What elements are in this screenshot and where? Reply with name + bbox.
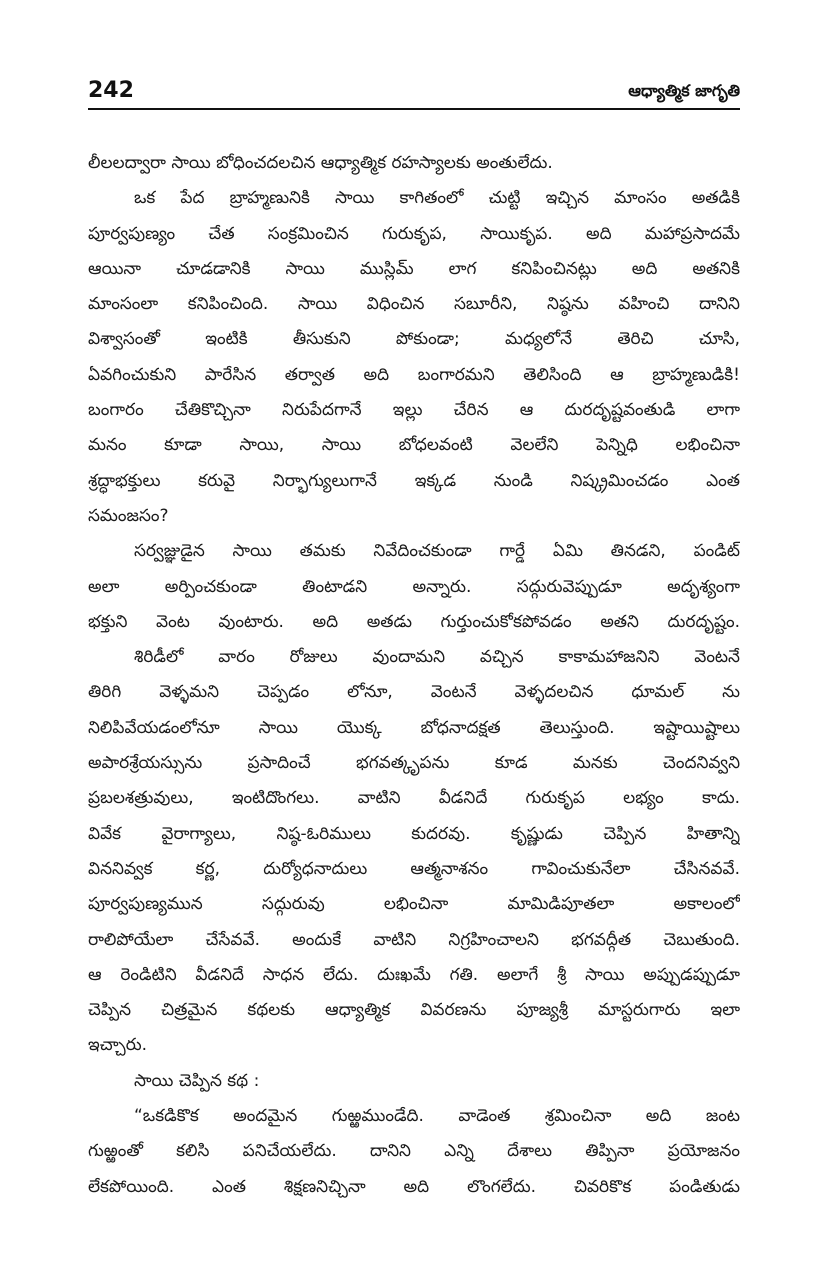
text-line: ఏవగించుకుని పారేసిన తర్వాత అది బంగారమని తెలిసింది ఆ బ్రాహ్మణుడికి! xyxy=(88,364,740,385)
text-line: ప్రబలశత్రువులు, ఇంటిదొంగలు. వాటిని వీడనిదే గురుకృప లభ్యం కాదు. xyxy=(88,788,740,809)
text-line: అలా అర్పించకుండా తింటాడని అన్నారు. సద్గురువెప్పుడూ అదృశ్యంగా xyxy=(88,576,740,597)
text-line: అపారశ్రేయస్సును ప్రసాదించే భగవత్కృపను కూడ మనకు చెందనివ్వని xyxy=(88,753,740,774)
text-line: నిలిపివేయడంలోనూ సాయి యొక్క బోధనాదక్షత తెలుస్తుంది. ఇష్టాయిష్టాలు xyxy=(88,717,740,738)
text-line: మనం కూడా సాయి, సాయి బోధలవంటి వెలలేని పెన్నిధి లభించినా xyxy=(88,435,740,456)
text-line: రాలిపోయేలా చేసేవవే. అందుకే వాటిని నిగ్రహించాలని భగవద్గీత చెబుతుంది. xyxy=(88,929,740,950)
text-line: పూర్వపుణ్యం చేత సంక్రమించిన గురుకృప, సాయికృప. అది మహాప్రసాదమే xyxy=(88,223,740,244)
text-line: వివేక వైరాగ్యాలు, నిష్ఠ-ఓరిములు కుదరవు. కృష్ణుడు చెప్పిన హితాన్ని xyxy=(88,823,740,844)
text-line: లేకపోయింది. ఎంత శిక్షణనిచ్చినా అది లొంగలేదు. చివరికొక పండితుడు xyxy=(88,1176,740,1197)
text-line: పూర్వపుణ్యమున సద్గురువు లభించినా మామిడిపూతలా అకాలంలో xyxy=(88,894,740,915)
text-line: బంగారం చేతికొచ్చినా నిరుపేదగానే ఇల్లు చేరిన ఆ దురదృష్టవంతుడి లాగా xyxy=(88,400,740,421)
text-line: విశ్వాసంతో ఇంటికి తీసుకుని పోకుండా; మధ్యలోనే తెరిచి చూసి, xyxy=(88,329,740,350)
text-line: సర్వజ్ఞుడైన సాయి తమకు నివేదించకుండా గార్డే ఏమి తినడని, పండిట్ xyxy=(134,541,740,562)
running-title: ఆధ్యాత్మిక జాగృతి xyxy=(628,81,740,100)
text-line: శ్రద్ధాభక్తులు కరువై నిర్భాగ్యులుగానే ఇక్కడ నుండి నిష్క్రమించడం ఎంత xyxy=(88,470,740,491)
text-line: ఇచ్చారు. xyxy=(88,1035,148,1056)
text-line: “ఒకడికొక అందమైన గుఱ్ఱముండేది. వాడెంత శ్రమించినా అది జంట xyxy=(134,1106,740,1127)
text-line: తిరిగి వెళ్ళమని చెప్పడం లోనూ, వెంటనే వెళ్ళదలచిన ధూమల్ ను xyxy=(88,682,740,703)
text-line: భక్తుని వెంట వుంటారు. అది అతడు గుర్తుంచుకోకపోవడం అతని దురదృష్టం. xyxy=(88,611,740,632)
text-line: చెప్పిన చిత్రమైన కథలకు ఆధ్యాత్మిక వివరణను పూజ్యశ్రీ మాస్టరుగారు ఇలా xyxy=(88,1000,740,1021)
text-line: గుఱ్ఱంతో కలిసి పనిచేయలేదు. దానిని ఎన్ని దేశాలు తిప్పినా ప్రయోజనం xyxy=(88,1141,740,1162)
text-line: ఒక పేద బ్రాహ్మణునికి సాయి కాగితంలో చుట్టి ఇచ్చిన మాంసం అతడికి xyxy=(134,188,740,209)
text-line: సమంజసం? xyxy=(88,505,169,526)
text-line: విననివ్వక కర్ణ, దుర్యోధనాదులు ఆత్మనాశనం గావించుకునేలా చేసినవవే. xyxy=(88,858,740,879)
header-rule xyxy=(88,108,740,110)
text-line: ఆయినా చూడడానికి సాయి ముస్లిమ్ లాగ కనిపించినట్లు అది అతనికి xyxy=(88,258,740,279)
text-line: ఆ రెండిటిని వీడనిదే సాధన లేదు. దుఃఖమే గతి. అలాగే శ్రీ సాయి అప్పుడప్పుడూ xyxy=(88,964,740,985)
page-header xyxy=(88,76,740,110)
text-line: సాయి చెప్పిన కథ : xyxy=(134,1070,260,1091)
text-line: లీలలద్వారా సాయి బోధించదలచిన ఆధ్యాత్మిక రహస్యాలకు అంతులేదు. xyxy=(88,153,553,173)
body-text xyxy=(88,146,740,1205)
page-number: 242 xyxy=(88,78,134,103)
text-line: శిరిడీలో వారం రోజులు వుందామని వచ్చిన కాకామహాజనిని వెంటనే xyxy=(134,647,740,668)
text-line: మాంసంలా కనిపించింది. సాయి విధించిన సబూరీని, నిష్ఠను వహించి దానిని xyxy=(88,294,740,315)
